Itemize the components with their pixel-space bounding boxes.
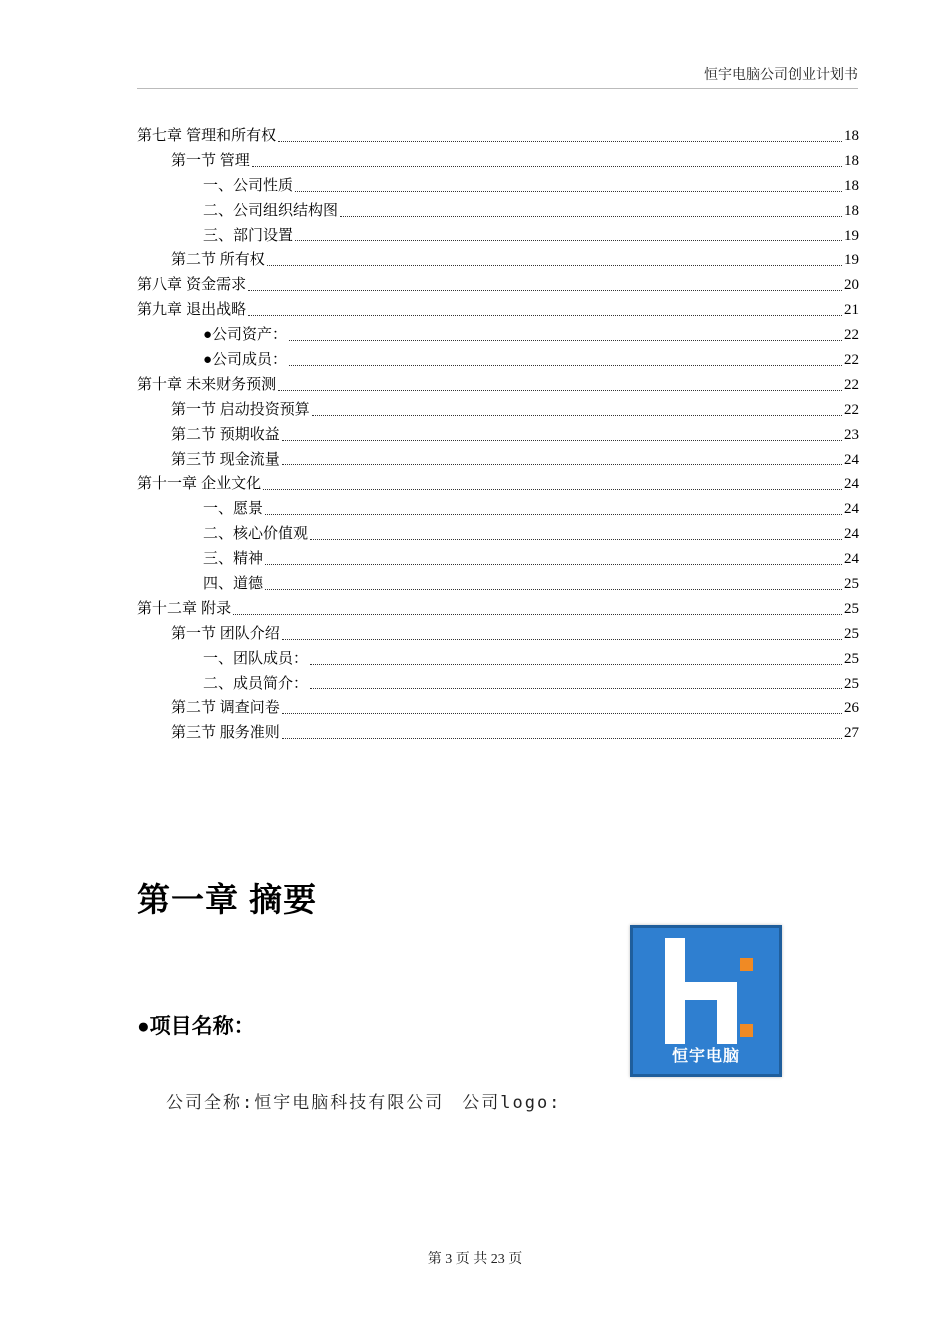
toc-dot-leader xyxy=(312,414,842,416)
toc-dot-leader xyxy=(295,239,842,241)
toc-entry[interactable] xyxy=(137,597,859,622)
toc-entry[interactable] xyxy=(137,323,859,348)
toc-entry[interactable] xyxy=(137,373,859,398)
toc-dot-leader xyxy=(282,439,842,441)
toc-entry-label: 第一节 启动投资预算 xyxy=(171,401,310,418)
toc-entry[interactable] xyxy=(137,647,859,672)
toc-entry[interactable] xyxy=(137,572,859,597)
toc-entry-page: 21 xyxy=(844,302,859,319)
toc-entry-label: 第二节 所有权 xyxy=(171,252,265,269)
toc-entry-label: 二、成员简介： xyxy=(203,674,309,692)
running-header: 恒宇电脑公司创业计划书 xyxy=(704,68,858,83)
toc-entry-page: 24 xyxy=(844,551,859,568)
toc-entry-label: 第十二章 附录 xyxy=(137,599,232,617)
chapter-heading: 第一章 摘要 xyxy=(137,881,318,918)
toc-entry-page: 24 xyxy=(844,501,859,518)
header-rule xyxy=(137,88,858,89)
toc-dot-leader xyxy=(278,389,842,391)
toc-entry-label: 三、精神 xyxy=(203,550,264,568)
toc-entry-label: 一、公司性质 xyxy=(203,176,294,194)
toc-entry[interactable] xyxy=(137,472,859,497)
toc-entry-page: 18 xyxy=(844,177,859,194)
toc-entry[interactable] xyxy=(137,348,859,373)
toc-entry-label: 二、公司组织结构图 xyxy=(203,201,339,219)
toc-dot-leader xyxy=(278,140,842,142)
toc-entry-label: 第七章 管理和所有权 xyxy=(137,126,277,144)
toc-entry-page: 22 xyxy=(844,376,859,393)
toc-entry[interactable] xyxy=(137,423,859,448)
toc-entry[interactable] xyxy=(137,522,859,547)
toc-entry[interactable] xyxy=(137,199,859,224)
toc-entry-page: 22 xyxy=(844,352,859,368)
toc-dot-leader xyxy=(265,513,842,515)
toc-entry-page: 22 xyxy=(844,327,859,344)
company-info-line xyxy=(166,1088,561,1113)
toc-dot-leader xyxy=(310,687,842,689)
toc-entry[interactable] xyxy=(137,124,859,149)
toc-dot-leader xyxy=(265,563,842,565)
toc-entry[interactable] xyxy=(137,149,859,174)
toc-entry-page: 24 xyxy=(844,476,859,493)
toc-entry-page: 18 xyxy=(844,127,859,144)
toc-entry[interactable] xyxy=(137,622,859,647)
toc-entry-label: 第三节 现金流量 xyxy=(171,451,280,468)
toc-entry-page: 18 xyxy=(844,202,859,219)
toc-entry[interactable] xyxy=(137,497,859,522)
company-logo xyxy=(630,925,782,1077)
page-footer: 第 3 页 共 23 页 xyxy=(427,1252,523,1267)
toc-entry-label: 第二节 预期收益 xyxy=(171,426,280,443)
toc-entry-label: 第八章 资金需求 xyxy=(137,276,247,294)
toc-entry-label: 一、愿景 xyxy=(203,500,264,518)
toc-dot-leader xyxy=(295,190,842,192)
toc-entry-page: 25 xyxy=(844,675,859,692)
toc-entry-label: ●公司资产： xyxy=(203,326,288,344)
toc-entry-label: 第二节 调查问卷 xyxy=(171,700,280,717)
toc-entry-label: 三、部门设置 xyxy=(203,226,294,244)
toc-entry-label: 第十章 未来财务预测 xyxy=(137,375,277,393)
toc-dot-leader xyxy=(282,712,842,714)
toc-entry[interactable] xyxy=(137,248,859,273)
toc-entry[interactable] xyxy=(137,448,859,473)
toc-entry-page: 27 xyxy=(844,725,859,742)
toc-entry-page: 24 xyxy=(844,526,859,543)
toc-entry[interactable] xyxy=(137,696,859,721)
toc-entry-page: 23 xyxy=(844,426,859,443)
toc-entry-page: 25 xyxy=(844,650,859,667)
toc-entry[interactable] xyxy=(137,224,859,249)
toc-entry[interactable] xyxy=(137,721,859,746)
toc-dot-leader xyxy=(289,364,842,366)
toc-entry-page: 26 xyxy=(844,700,859,717)
toc-entry-label: 四、道德 xyxy=(203,575,264,593)
toc-dot-leader xyxy=(340,215,842,217)
toc-dot-leader xyxy=(265,588,842,590)
toc-dot-leader xyxy=(233,613,842,615)
toc-entry[interactable] xyxy=(137,547,859,572)
logo-orange-square-bottom xyxy=(740,1024,753,1037)
toc-dot-leader xyxy=(282,638,842,640)
company-logo-label: 公司logo: xyxy=(462,1093,562,1113)
toc-dot-leader xyxy=(289,339,842,341)
toc-dot-leader xyxy=(267,264,842,266)
toc-entry-label: 二、核心价值观 xyxy=(203,525,309,543)
toc-dot-leader xyxy=(310,538,842,540)
toc-entry-page: 18 xyxy=(844,152,859,169)
toc-dot-leader xyxy=(248,289,842,291)
toc-dot-leader xyxy=(282,737,842,739)
toc-entry-label: 第三节 服务准则 xyxy=(171,725,280,742)
logo-orange-square-top xyxy=(740,958,753,971)
logo-h-crossbar xyxy=(665,982,737,1000)
toc-dot-leader xyxy=(263,488,842,490)
toc-entry-page: 25 xyxy=(844,625,859,642)
toc-entry[interactable] xyxy=(137,298,859,323)
company-full-name: 公司全称:恒宇电脑科技有限公司 xyxy=(166,1093,445,1113)
toc-entry-label: 一、团队成员： xyxy=(203,649,309,667)
toc-entry-page: 20 xyxy=(844,277,859,294)
toc-entry-label: 第一节 管理 xyxy=(171,152,250,169)
toc-dot-leader xyxy=(248,314,842,316)
table-of-contents xyxy=(137,124,859,746)
toc-entry-page: 19 xyxy=(844,227,859,244)
toc-entry-page: 19 xyxy=(844,252,859,269)
project-name-heading: ●项目名称： xyxy=(137,1015,255,1038)
toc-entry-page: 25 xyxy=(844,600,859,617)
toc-entry-page: 22 xyxy=(844,401,859,418)
toc-entry[interactable] xyxy=(137,398,859,423)
toc-entry-label: ●公司成员： xyxy=(203,351,288,368)
toc-entry-label: 第十一章 企业文化 xyxy=(137,475,262,493)
toc-dot-leader xyxy=(282,463,842,465)
toc-entry[interactable] xyxy=(137,174,859,199)
toc-entry-label: 第九章 退出战略 xyxy=(137,301,247,319)
toc-entry-page: 25 xyxy=(844,576,859,593)
toc-entry-label: 第一节 团队介绍 xyxy=(171,625,280,642)
toc-entry-page: 24 xyxy=(844,451,859,468)
toc-entry[interactable] xyxy=(137,273,859,298)
logo-text: 恒宇电脑 xyxy=(671,1048,740,1065)
toc-dot-leader xyxy=(310,663,842,665)
toc-entry[interactable] xyxy=(137,672,859,697)
toc-dot-leader xyxy=(252,165,842,167)
